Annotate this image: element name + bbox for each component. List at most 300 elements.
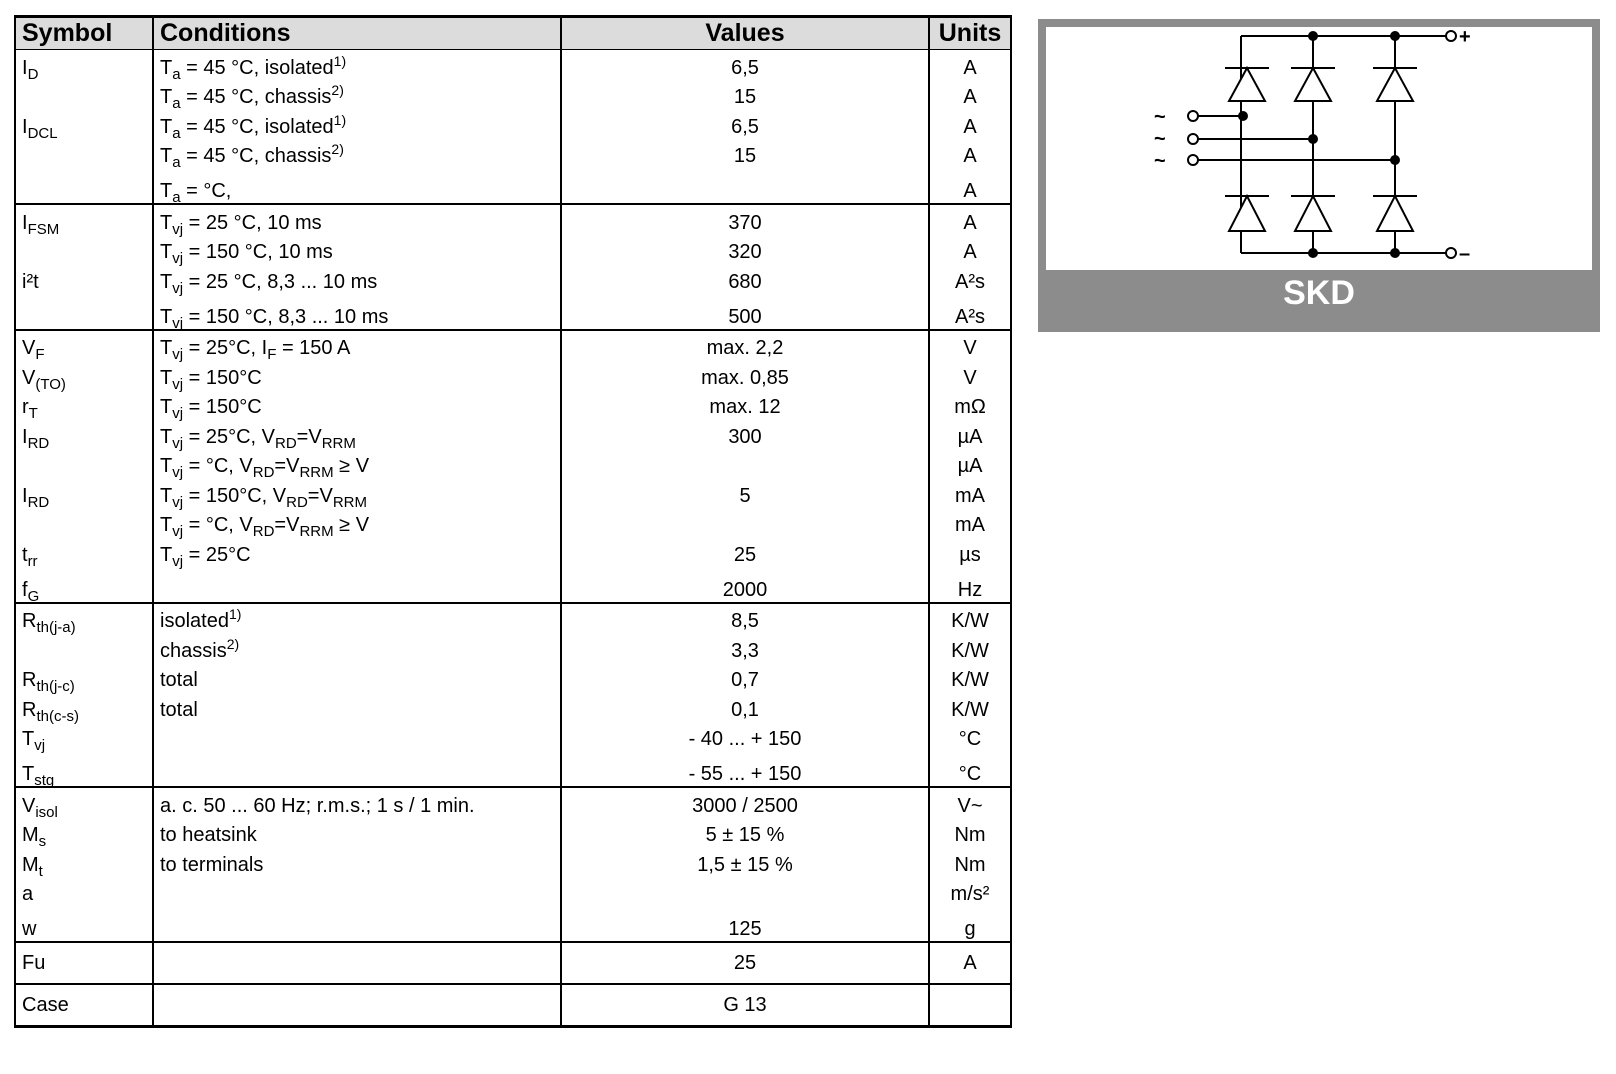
value-cell [561,168,929,204]
table-row [15,50,1011,80]
symbol: V [22,794,36,817]
header-values: Values [561,17,929,50]
condition-cond-text: total [160,669,198,691]
symbol: Fu [22,952,46,974]
condition-cond-pre: T [160,305,173,328]
table-row [15,264,1011,294]
value-cell: 2000 [561,567,929,603]
header-symbol: Symbol [15,17,153,50]
unit-cell: A [929,80,1011,110]
symbol: I [22,484,28,507]
unit-cell: V [929,360,1011,390]
value-cell: 680 [561,264,929,294]
unit-cell: K/W [929,633,1011,663]
condition-cond-sub2: RD [252,523,275,540]
symbol-subscript: RD [27,434,50,452]
symbol: M [22,824,39,846]
symbol-cell [15,537,153,570]
condition-cond-pre: T [160,211,173,234]
junction-dot [1308,31,1318,41]
junction-dot [1238,111,1248,121]
value-cell: 300 [561,419,929,449]
condition-cell [153,818,561,848]
symbol-cell [15,390,153,420]
condition-cond-pre: T [160,514,173,536]
condition-cond-sup: 1) [333,52,347,69]
diode-lower-2-icon [1295,196,1331,231]
condition-cell [153,139,561,169]
condition-cond-pre: T [160,180,173,202]
symbol-cell [15,478,153,511]
condition-cond-text2: =V [274,514,300,536]
condition-cell [153,567,561,603]
unit-cell: Hz [929,567,1011,603]
condition-cond-text: = 150 °C, 10 ms [183,241,333,263]
symbol-subscript: D [27,65,39,83]
unit-cell: g [929,906,1011,942]
value-cell: - 40 ... + 150 [561,722,929,752]
symbol: i²t [22,270,39,293]
condition-cell [153,984,561,1027]
symbol-subscript: FSM [27,220,60,238]
condition-cond-sub: vj [172,405,184,422]
symbol-subscript: vj [34,737,46,754]
condition-cond-sup: 1) [333,111,347,128]
symbol: t [22,543,28,566]
value-cell: 6,5 [561,50,929,80]
header-units: Units [929,17,1011,50]
unit-cell: mA [929,508,1011,538]
diode-lower-3-icon [1377,196,1413,231]
condition-cond-text: total [160,698,198,721]
condition-cell [153,633,561,663]
symbol-subscript: th(j-a) [36,619,76,636]
condition-cond-sub2: RD [275,434,297,452]
table-row [15,818,1011,848]
condition-cell [153,478,561,511]
condition-cond-text: = 45 °C, chassis [180,145,332,167]
condition-cond-sub: vj [172,346,184,363]
condition-cell [153,330,561,361]
symbol: T [22,763,35,785]
table-row [15,633,1011,663]
condition-cell [153,942,561,984]
condition-cell [153,663,561,693]
condition-cond-sub: vj [172,493,184,511]
symbol: a [22,883,34,905]
unit-cell: K/W [929,603,1011,634]
junction-dot [1390,248,1400,258]
table-row [15,787,1011,818]
value-cell: 5 ± 15 % [561,818,929,848]
condition-cond-sub: a [172,189,181,206]
diode-upper-1-icon [1229,68,1265,101]
condition-cell [153,508,561,538]
condition-cond-sub: a [172,65,181,83]
symbol-cell [15,360,153,393]
condition-cond-pre: T [160,366,173,389]
table-row [15,906,1011,942]
symbol-cell [15,330,153,361]
condition-cond-text: = 45 °C, isolated [180,56,334,79]
symbol-subscript: th(c-s) [36,707,79,725]
unit-cell: Nm [929,847,1011,877]
symbol-subscript: th(j-c) [36,678,75,695]
value-cell: max. 0,85 [561,360,929,390]
unit-cell: A [929,942,1011,984]
value-cell: 1,5 ± 15 % [561,847,929,877]
symbol-subscript: (TO) [35,375,66,393]
symbol-subscript: isol [35,803,58,821]
condition-cond-text: chassis [160,639,227,662]
condition-cond-text: = 25°C, V [183,425,275,448]
condition-cond-sub: vj [172,434,184,452]
value-cell [561,877,929,907]
condition-cond-text: = 150°C, V [183,484,287,507]
condition-cond-text: = 150°C [183,396,262,418]
unit-cell: A [929,139,1011,169]
condition-cell [153,109,561,142]
condition-cond-sub3: RRM [299,523,334,540]
ac-terminal-3-icon [1188,155,1198,165]
condition-cond-sup: 1) [228,606,242,622]
condition-cond-text: = 25°C, I [183,337,268,359]
condition-cell [153,722,561,752]
symbol-cell [15,80,153,110]
condition-cond-text2: =V [296,425,322,448]
condition-cell [153,847,561,877]
condition-cell [153,264,561,297]
value-cell [561,449,929,479]
symbol: M [22,853,39,876]
symbol-cell [15,204,153,238]
condition-cond-text: = °C, V [183,455,253,477]
condition-cond-sub3: RRM [332,493,367,511]
condition-cond-text3: ≥ V [333,455,370,477]
condition-cond-text: = 45 °C, isolated [180,115,334,138]
table-row [15,877,1011,907]
symbol-subscript: t [38,862,43,880]
ratings-table [14,15,1012,1028]
condition-cond-sub: vj [172,375,184,393]
condition-cond-sub: vj [172,464,184,481]
unit-cell: °C [929,751,1011,787]
unit-cell: µs [929,537,1011,567]
condition-cond-pre: T [160,145,173,167]
symbol-subscript: G [27,587,40,605]
symbol: R [22,669,37,691]
condition-cond-sub: vj [172,523,184,540]
ac-symbol-3: ~ [1154,150,1166,172]
condition-cond-text: = 25 °C, 10 ms [183,211,322,234]
condition-cond-pre: T [160,396,173,418]
symbol-cell [15,109,153,142]
condition-cond-pre: T [160,270,173,293]
ac-terminal-2-icon [1188,134,1198,144]
symbol: I [22,425,28,448]
minus-terminal-label: – [1459,243,1471,265]
symbol-subscript: s [38,833,47,850]
plus-terminal-label: + [1459,26,1471,48]
symbol-cell [15,984,153,1027]
value-cell: max. 12 [561,390,929,420]
value-cell [561,508,929,538]
unit-cell: A [929,109,1011,139]
diode-lower-1-icon [1229,196,1265,231]
value-cell: 8,5 [561,603,929,634]
condition-cond-pre: T [160,484,173,507]
unit-cell: A [929,235,1011,265]
unit-cell: K/W [929,692,1011,722]
condition-cond-text: = 150°C [183,366,262,389]
condition-cell [153,419,561,452]
symbol-cell [15,567,153,603]
symbol-cell [15,906,153,942]
unit-cell: mA [929,478,1011,508]
symbol-cell [15,139,153,169]
condition-cond-sup: 2) [331,82,344,98]
symbol: I [22,115,28,138]
condition-cond-pre: T [160,337,173,359]
symbol-cell [15,877,153,907]
symbol: f [22,578,28,601]
unit-cell: A²s [929,264,1011,294]
symbol: I [22,56,28,79]
junction-dot [1390,155,1400,165]
condition-cell [153,390,561,420]
unit-cell: mΩ [929,390,1011,420]
table-row [15,390,1011,420]
value-cell: 320 [561,235,929,265]
unit-cell: A [929,168,1011,204]
ac-symbol-2: ~ [1154,128,1166,150]
value-cell: 0,1 [561,692,929,722]
symbol-cell [15,419,153,452]
condition-cond-text2: =V [307,484,333,507]
condition-cell [153,168,561,204]
symbol-cell [15,264,153,294]
unit-cell: V~ [929,787,1011,818]
condition-cell [153,50,561,83]
table-row [15,722,1011,752]
symbol-subscript: rr [27,552,38,570]
condition-cond-pre: T [160,86,173,108]
table-row [15,109,1011,139]
condition-cell [153,751,561,787]
condition-cond-text: isolated [160,610,229,632]
symbol: I [22,211,28,234]
table-row [15,847,1011,877]
symbol-cell [15,50,153,83]
condition-cell [153,877,561,907]
unit-cell: A [929,204,1011,235]
condition-cell [153,235,561,265]
unit-cell: µA [929,419,1011,449]
condition-cell [153,204,561,238]
symbol-cell [15,603,153,634]
value-cell: 370 [561,204,929,235]
table-row [15,168,1011,204]
condition-cond-text: to heatsink [160,824,257,846]
product-label: SKD [1283,274,1355,312]
value-cell: G 13 [561,984,929,1027]
condition-cell [153,603,561,634]
condition-cond-text: = 25°C [183,543,251,566]
condition-cond-sub2: RD [252,464,275,481]
symbol-cell [15,168,153,204]
condition-cond-sub: vj [172,220,184,238]
symbol-cell [15,692,153,725]
symbol-subscript: DCL [27,124,58,142]
table-row [15,419,1011,449]
condition-cond-sub: a [172,154,181,171]
condition-cond-sub: vj [172,552,184,570]
circuit-diagram-panel [1038,19,1600,332]
table-row [15,330,1011,361]
value-cell: 15 [561,80,929,110]
symbol: V [22,337,36,359]
value-cell: 500 [561,294,929,330]
condition-cond-text3: ≥ V [333,514,370,536]
diode-upper-3-icon [1377,68,1413,101]
condition-cond-sub2: RD [286,493,308,511]
table-row [15,360,1011,390]
symbol: R [22,610,37,632]
table-row [15,603,1011,634]
symbol-cell [15,751,153,787]
symbol-cell [15,787,153,821]
ac-symbol-1: ~ [1154,106,1166,128]
symbol-cell [15,449,153,479]
symbol-cell [15,235,153,265]
condition-cell [153,906,561,942]
condition-cond-text: = °C, V [183,514,253,536]
condition-cell [153,787,561,818]
condition-cond-sub: a [172,124,181,142]
condition-cond-text: = 45 °C, chassis [180,86,332,108]
condition-cell [153,80,561,110]
symbol: Case [22,994,69,1016]
value-cell: 3000 / 2500 [561,787,929,818]
minus-terminal-icon [1446,248,1456,258]
table-row [15,508,1011,538]
symbol-cell [15,508,153,538]
condition-cond-sub: vj [172,314,184,332]
condition-cond-sub3: RRM [321,434,356,452]
symbol-subscript: F [35,346,45,363]
condition-cond-text2: =V [274,455,300,477]
value-cell: max. 2,2 [561,330,929,361]
table-row [15,449,1011,479]
unit-cell: °C [929,722,1011,752]
plus-terminal-icon [1446,31,1456,41]
symbol-subscript: T [28,405,38,422]
diode-upper-2-icon [1295,68,1331,101]
condition-cond-sup: 2) [331,141,344,157]
value-cell: 15 [561,139,929,169]
symbol: V [22,366,36,389]
unit-cell: A [929,50,1011,80]
unit-cell: A²s [929,294,1011,330]
condition-cond-sub: a [172,95,181,112]
condition-cond-sub2: F [267,346,277,363]
condition-cond-pre: T [160,425,173,448]
ac-terminal-1-icon [1188,111,1198,121]
symbol: T [22,728,35,750]
table-row [15,567,1011,603]
junction-dot [1308,134,1318,144]
symbol-subscript: RD [27,493,50,511]
condition-cond-sup: 2) [226,635,240,652]
table-row [15,942,1011,984]
header-conditions: Conditions [153,17,561,50]
value-cell: 5 [561,478,929,508]
value-cell: 125 [561,906,929,942]
condition-cond-pre: T [160,115,173,138]
symbol-cell [15,847,153,880]
symbol-subscript: stg [34,772,55,789]
value-cell: 3,3 [561,633,929,663]
condition-cond-text: a. c. 50 ... 60 Hz; r.m.s.; 1 s / 1 min. [160,794,475,817]
condition-cond-sub3: RRM [299,464,334,481]
table-row [15,692,1011,722]
symbol: R [22,698,37,721]
table-row [15,294,1011,330]
table-row [15,663,1011,693]
symbol-cell [15,633,153,663]
junction-dot [1308,248,1318,258]
condition-cond-sub: vj [172,250,184,267]
value-cell: - 55 ... + 150 [561,751,929,787]
value-cell: 0,7 [561,663,929,693]
unit-cell [929,984,1011,1027]
unit-cell: µA [929,449,1011,479]
condition-cond-pre: T [160,56,173,79]
junction-dot [1390,31,1400,41]
condition-cell [153,449,561,479]
condition-cond-text2: = 150 A [276,337,351,359]
condition-cond-pre: T [160,455,173,477]
condition-cond-text: = 25 °C, 8,3 ... 10 ms [183,270,378,293]
table-row [15,537,1011,567]
unit-cell: Nm [929,818,1011,848]
condition-cond-pre: T [160,241,173,263]
value-cell: 6,5 [561,109,929,139]
condition-cell [153,692,561,722]
symbol-cell [15,818,153,848]
table-row [15,139,1011,169]
symbol-cell [15,942,153,984]
symbol-cell [15,722,153,752]
condition-cond-pre: T [160,543,173,566]
condition-cond-text: = 150 °C, 8,3 ... 10 ms [183,305,389,328]
table-header-row [15,17,1011,50]
table-row [15,235,1011,265]
table-row [15,478,1011,508]
condition-cond-sub: vj [172,279,184,297]
symbol-cell [15,663,153,693]
table-row [15,751,1011,787]
table-row [15,984,1011,1027]
condition-cond-text: = °C, [180,180,232,202]
value-cell: 25 [561,942,929,984]
condition-cond-text: to terminals [160,853,264,876]
unit-cell: K/W [929,663,1011,693]
symbol: r [22,396,29,418]
symbol-cell [15,294,153,330]
value-cell: 25 [561,537,929,567]
condition-cell [153,537,561,570]
